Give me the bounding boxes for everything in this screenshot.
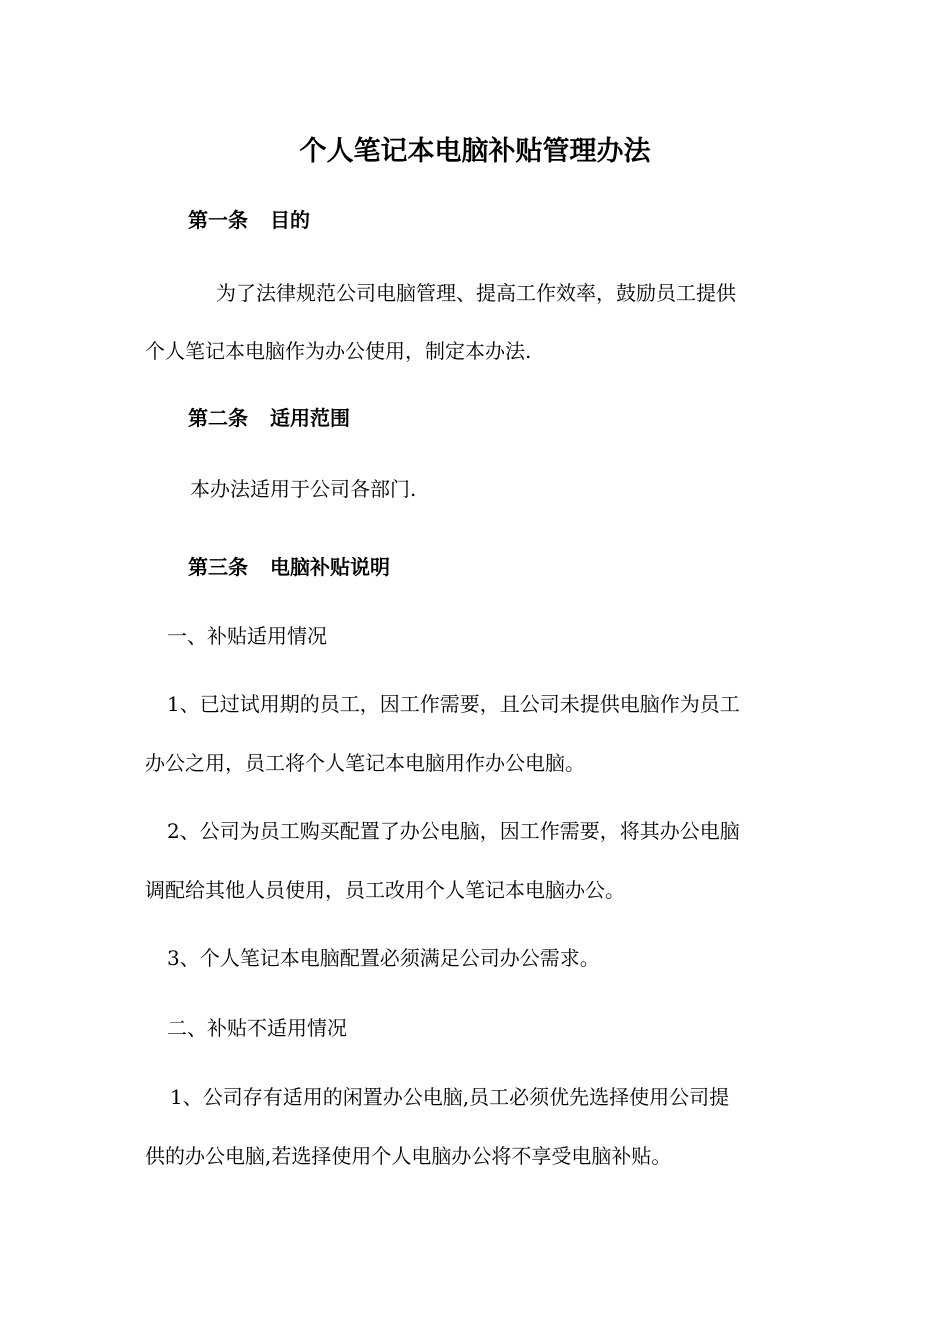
section-2-item-1-line-2: 供的办公电脑,若选择使用个人电脑办公将不享受电脑补贴。 xyxy=(145,1144,672,1168)
section-1-item-1-line-1: 1、已过试用期的员工，因工作需要，且公司未提供电脑作为员工 xyxy=(167,692,740,716)
article-3-heading xyxy=(188,552,390,582)
article-2-heading xyxy=(188,403,350,433)
section-2-title: 二、补贴不适用情况 xyxy=(167,1016,347,1040)
section-2-item-1-line-1: 1、公司存有适用的闲置办公电脑,员工必须优先选择使用公司提 xyxy=(170,1085,730,1109)
section-1-item-2-line-1: 2、公司为员工购买配置了办公电脑，因工作需要，将其办公电脑 xyxy=(167,819,740,843)
article-1-title: 目的 xyxy=(270,208,310,232)
document-title: 个人笔记本电脑补贴管理办法 xyxy=(299,136,651,167)
article-2-number: 第二条 xyxy=(188,406,248,430)
article-1-paragraph-line-1: 为了法律规范公司电脑管理、提高工作效率，鼓励员工提供 xyxy=(216,281,736,305)
section-1-item-1-line-2: 办公之用，员工将个人笔记本电脑用作办公电脑。 xyxy=(145,751,585,775)
article-1-heading xyxy=(188,205,310,235)
article-1-paragraph-line-2: 个人笔记本电脑作为办公使用，制定本办法. xyxy=(145,339,532,363)
section-1-item-2-line-2: 调配给其他人员使用，员工改用个人笔记本电脑办公。 xyxy=(145,878,625,902)
article-1-number: 第一条 xyxy=(188,208,248,232)
article-2-title: 适用范围 xyxy=(270,406,350,430)
article-3-title: 电脑补贴说明 xyxy=(270,555,390,579)
article-3-number: 第三条 xyxy=(188,555,248,579)
section-1-title: 一、补贴适用情况 xyxy=(167,624,327,648)
section-1-item-3: 3、个人笔记本电脑配置必须满足公司办公需求。 xyxy=(167,946,600,970)
article-2-paragraph: 本办法适用于公司各部门. xyxy=(190,477,417,501)
